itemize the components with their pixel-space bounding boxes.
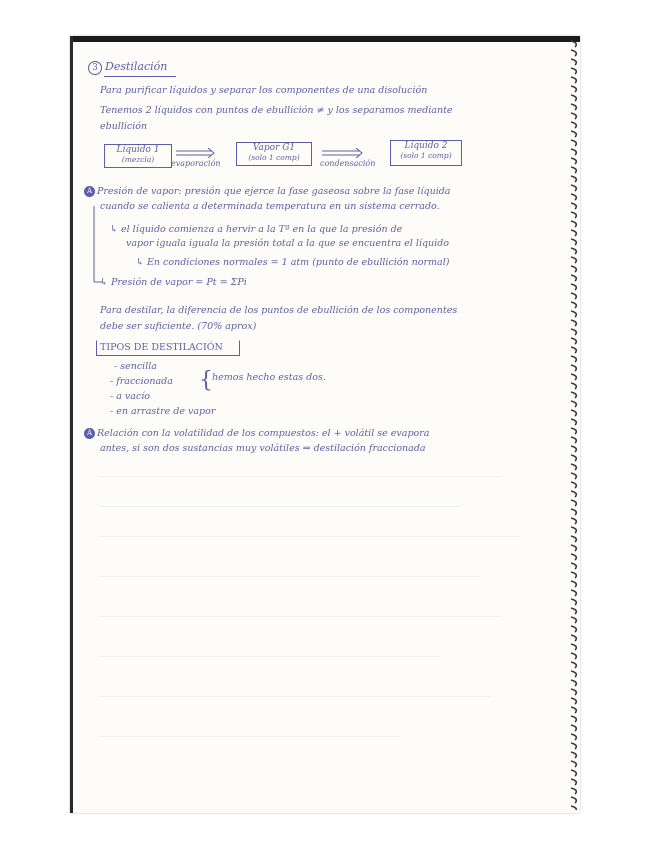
condensation-label: condensación [320,159,376,168]
section-number: 3 [88,61,102,75]
volatility-line-2: antes, si son dos sustancias muy volátiles ⇒ destilación fraccionada [100,443,426,454]
vertical-arrow-icon [90,206,104,286]
normal-conditions-line: ↳ En condiciones normales = 1 atm (punto de ebullición normal) [136,257,450,268]
spiral-binding [570,40,580,810]
intro-line-2: Tenemos 2 líquidos con puntos de ebullición ≠ y los separamos mediante [100,105,453,116]
bleed-through-line [100,536,520,537]
vapor-pressure-line-2: cuando se calienta a determinada temperatura en un sistema cerrado. [100,201,440,212]
section-heading [88,61,167,75]
page-left-edge [70,36,73,813]
liquid-1-box: Líquido 1 (mezcla) [104,144,172,168]
distill-note-line-2: debe ser suficiente. (70% aprox) [100,321,257,332]
page-top-edge [70,36,580,42]
arrow-evaporation-icon [176,148,216,158]
types-note: hemos hecho estas dos. [212,372,326,383]
bleed-through-line [100,616,500,617]
boiling-note-line-1: ↳ el líquido comienza a hervir a la Tª en la que la presión de [110,224,403,235]
type-item: - fraccionada [110,376,173,387]
star-marker-icon: A [84,186,95,197]
star-marker-icon: A [84,428,95,439]
bleed-through-line [100,696,490,697]
bleed-through-line [100,506,460,507]
boiling-note-line-2: vapor iguala iguala la presión total a la que se encuentra el líquido [126,238,449,249]
liquid-2-box: Líquido 2 (solo 1 comp) [390,140,462,166]
title-underline [104,76,176,77]
bleed-through-line [100,656,440,657]
vapor-box: Vapor G1 (solo 1 comp) [236,142,312,166]
intro-line-1: Para purificar líquidos y separar los componentes de una disolución [100,85,428,96]
type-item: - a vacío [110,391,151,402]
bleed-through-line [100,476,500,477]
notebook-page [70,36,580,813]
volatility-line-1: A Relación con la volatilidad de los compuestos: el + volátil se evapora [84,428,429,439]
vapor-pressure-formula: ↳ Presión de vapor = Pt = ΣPi [100,277,247,288]
bleed-through-line [100,736,400,737]
brace-icon: { [199,368,213,393]
section-title: Destilación [105,60,168,73]
intro-line-3: ebullición [100,121,148,132]
distill-note-line-1: Para destilar, la diferencia de los puntos de ebullición de los componentes [100,305,458,316]
bleed-through-line [100,576,480,577]
arrow-condensation-icon [322,148,364,158]
evaporation-label: evaporación [171,159,221,168]
type-item: - en arrastre de vapor [110,406,216,417]
vapor-pressure-line-1: A Presión de vapor: presión que ejerce la fase gaseosa sobre la fase líquida [84,186,450,197]
types-title: TIPOS DE DESTILACIÓN [100,342,223,353]
type-item: - sencilla [114,361,157,372]
